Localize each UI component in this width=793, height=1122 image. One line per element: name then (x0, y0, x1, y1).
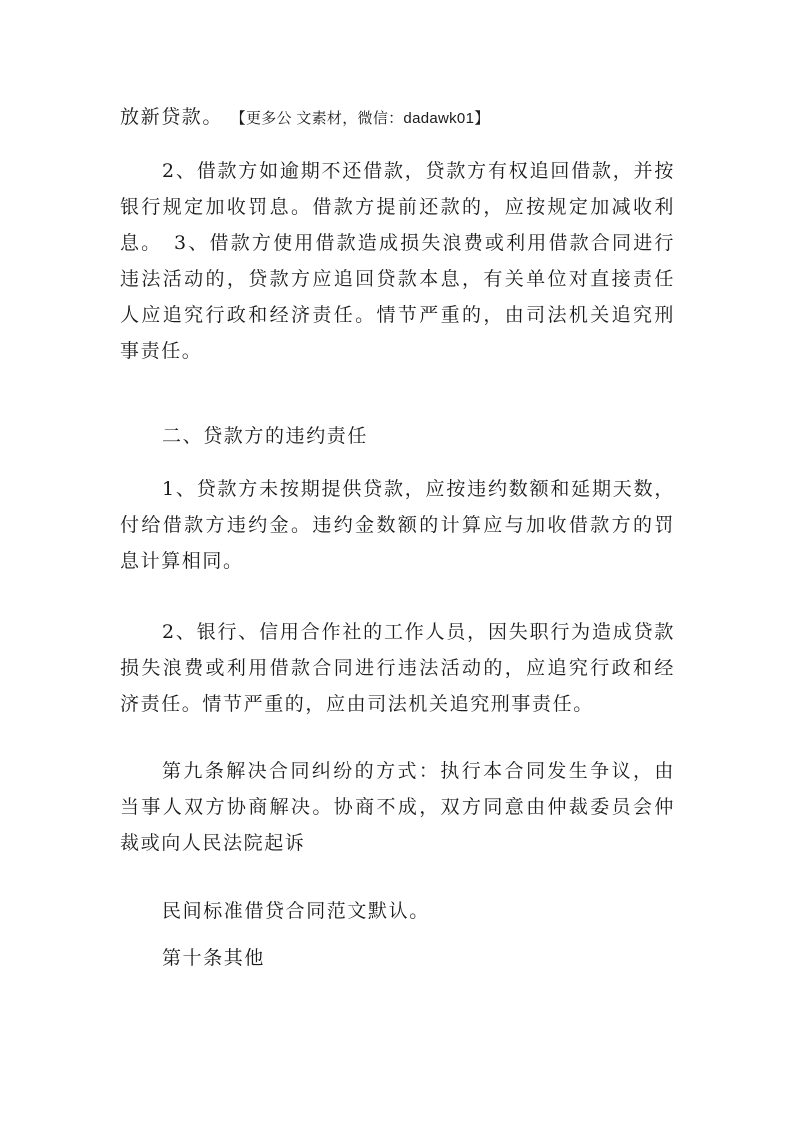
paragraph-article-nine: 第九条解决合同纠纷的方式：执行本合同发生争议，由当事人双方协商解决。协商不成，双方同意由仲裁委员会仲裁或向人民法院起诉 (120, 760, 675, 854)
paragraph-text: 放新贷款。 (120, 106, 224, 128)
paragraph-borrower-liability: 2、借款方如逾期不还借款，贷款方有权追回借款，并按银行规定加收罚息。借款方提前还款的，应按规定加减收利息。 3、借款方使用借款造成损失浪费或利用借款合同进行违法活动的，贷款方应追回贷款本息，有关单位对直接责任人应追究行政和经济责任。情节严重的，由司法机关追究刑事责任。 (120, 160, 675, 362)
paragraph-staff-liability: 2、银行、信用合作社的工作人员，因失职行为造成贷款损失浪费或利用借款合同进行违法活动的，应追究行政和经济责任。情节严重的，应由司法机关追究刑事责任。 (120, 621, 675, 715)
paragraph-article-ten: 第十条其他 (162, 947, 266, 969)
section-heading-lender-liability: 二、贷款方的违约责任 (162, 425, 369, 447)
paragraph-default-note: 民间标准借贷合同范文默认。 (162, 900, 430, 922)
paragraph-continuation (120, 99, 675, 137)
promo-note: 【更多公 文素材，微信：dadawk01】 (230, 110, 490, 127)
paragraph-lender-late: 1、贷款方未按期提供贷款，应按违约数额和延期天数，付给借款方违约金。违约金数额的计算应与加收借款方的罚息计算相同。 (120, 478, 675, 572)
